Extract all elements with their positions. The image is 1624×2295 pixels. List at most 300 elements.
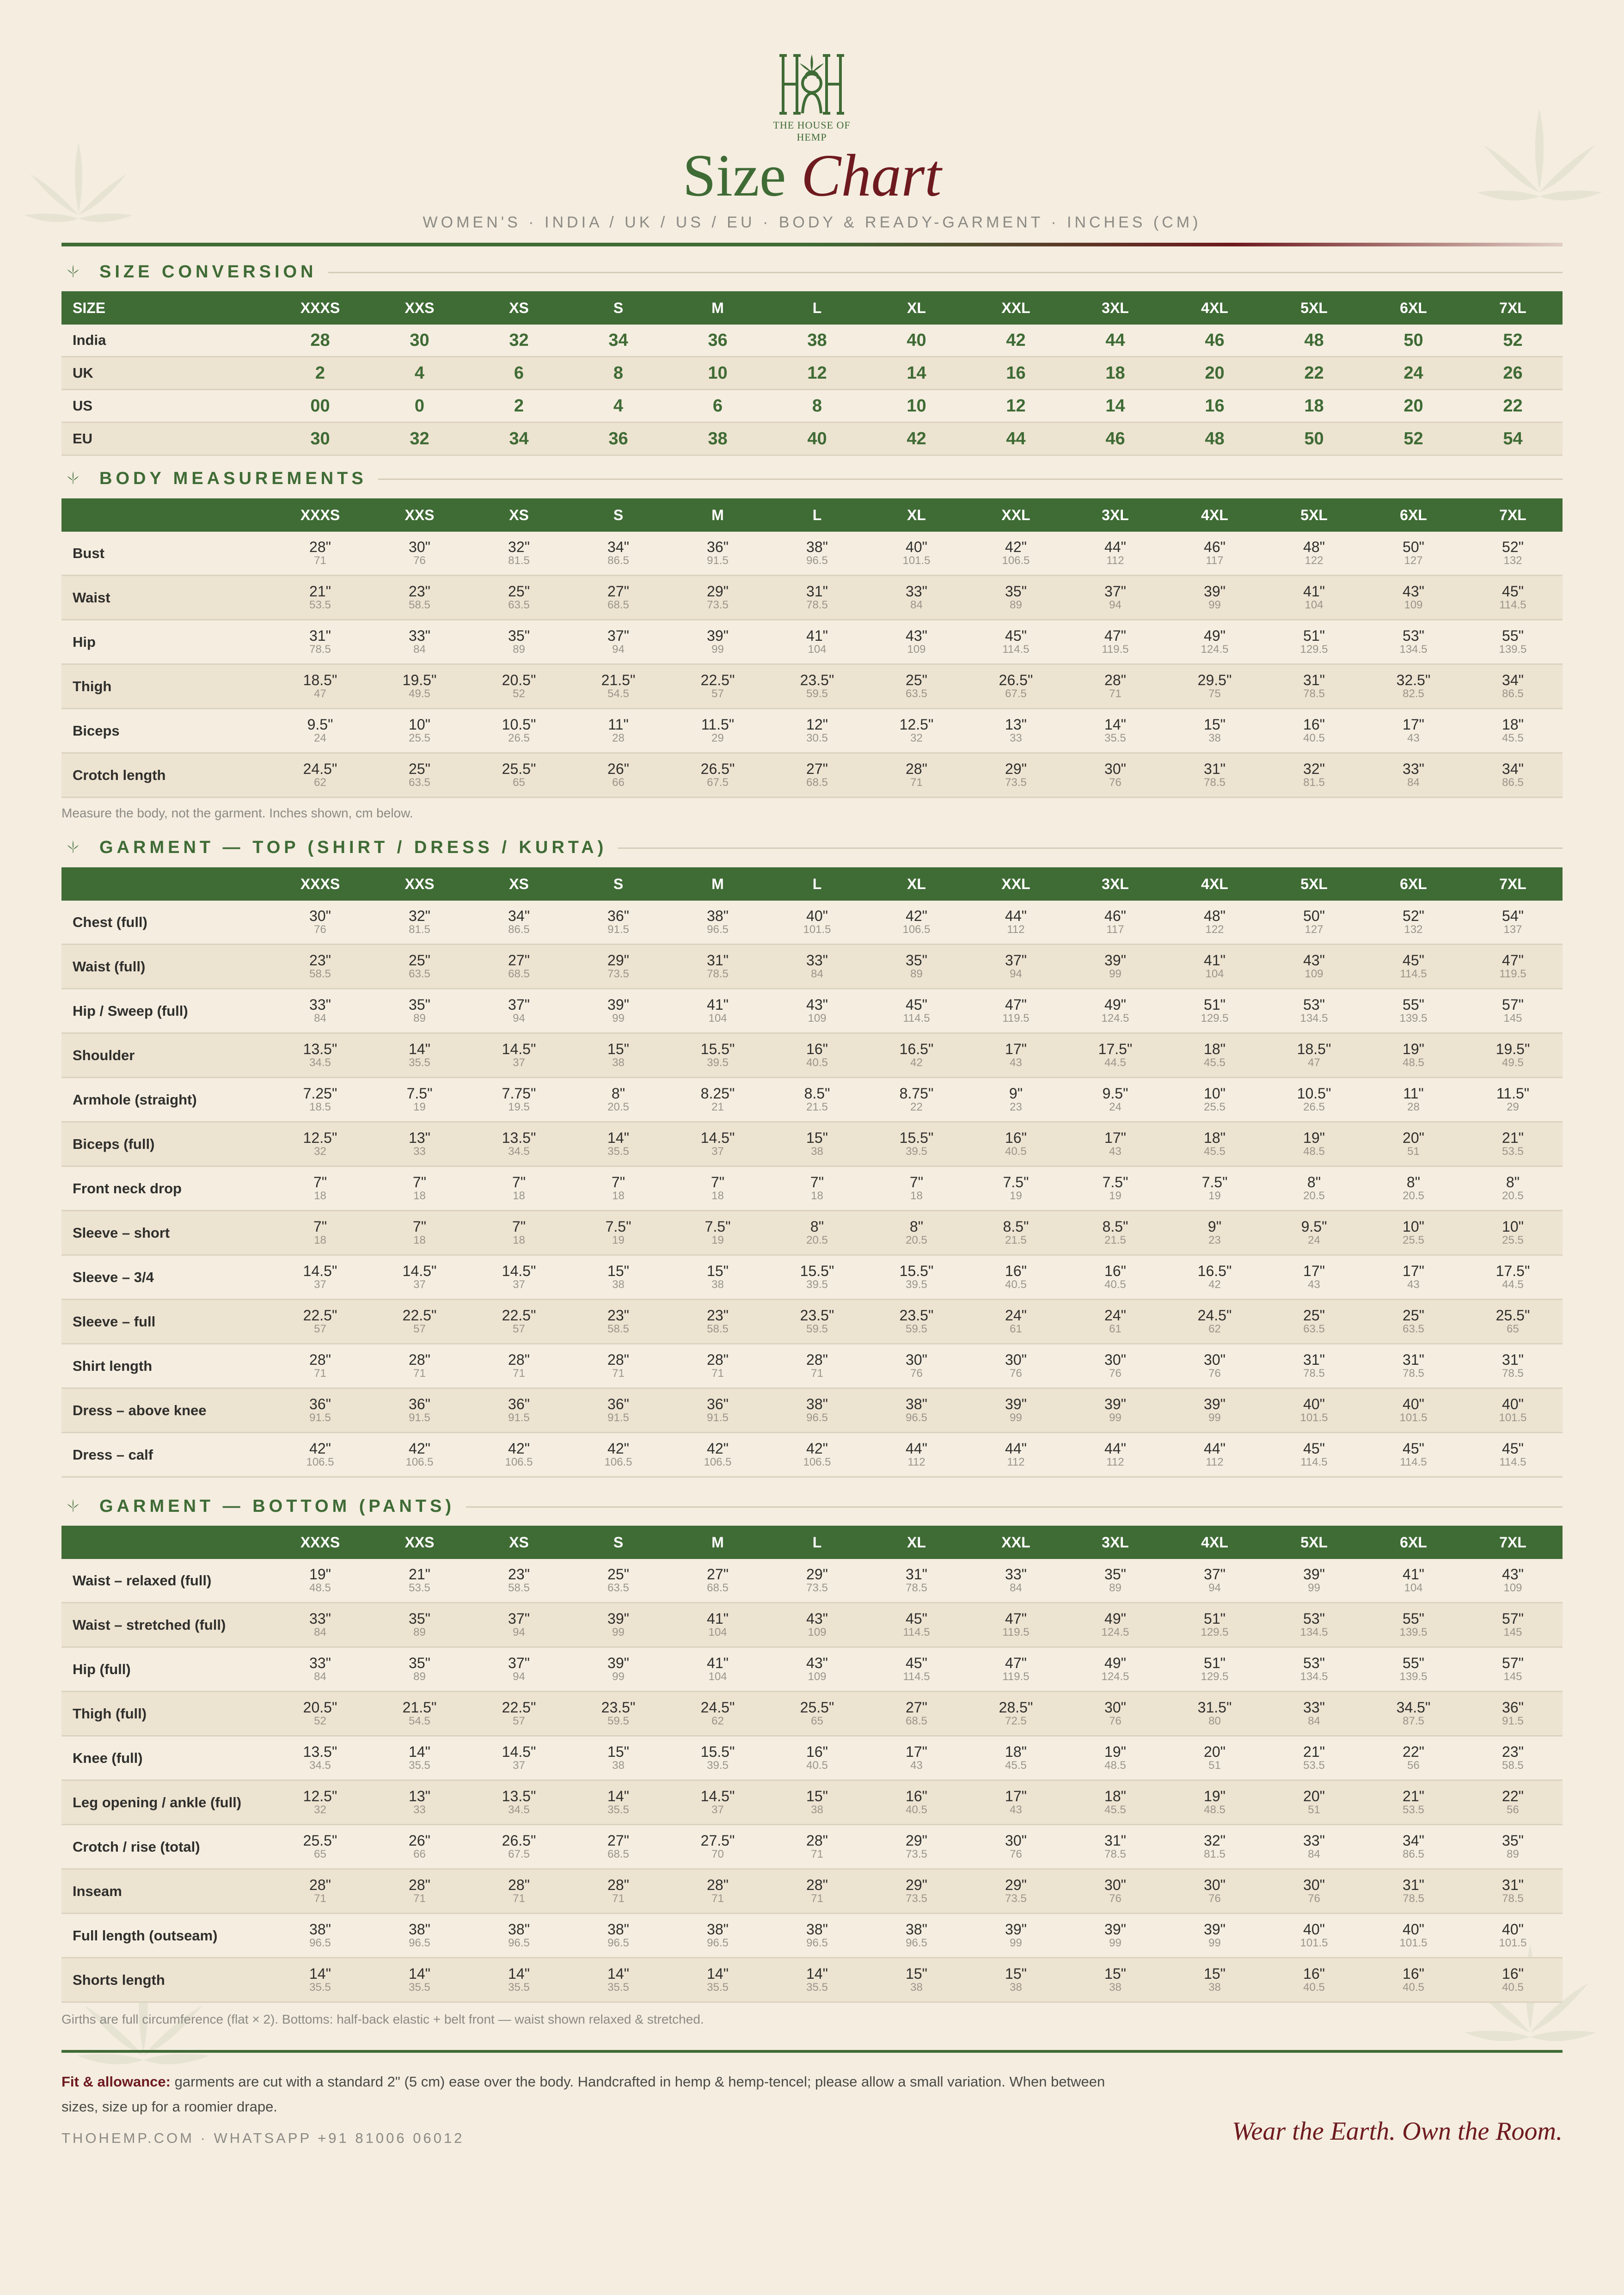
value-cm: 19 [1208, 1189, 1221, 1202]
value-cm: 40.5 [1502, 1981, 1524, 1994]
value-cm: 99 [1010, 1411, 1022, 1424]
value-inches: 14.5" [700, 1129, 735, 1146]
table-cell [1165, 1211, 1264, 1255]
value-cm: 40.5 [1403, 1981, 1424, 1994]
table-cell [867, 1869, 966, 1914]
table-cell: 2 [270, 357, 370, 390]
value-inches: 14.5" [502, 1262, 536, 1279]
value-cm: 112 [1007, 923, 1025, 936]
value-cm: 78.5 [806, 598, 828, 611]
value-inches: 28" [409, 1876, 430, 1893]
table-cell: 34 [469, 423, 569, 455]
table-cell [1165, 1559, 1264, 1603]
value-inches: 34" [607, 538, 629, 555]
table-cell [867, 709, 966, 753]
value-cm: 124.5 [1101, 1626, 1129, 1638]
value-cm: 99 [1109, 1411, 1121, 1424]
value-inches: 19" [309, 1565, 331, 1583]
value-inches: 26.5" [502, 1832, 536, 1849]
table-row [61, 1255, 1563, 1300]
value-inches: 43" [1502, 1565, 1524, 1583]
table-cell [1364, 709, 1463, 753]
value-cm: 70 [711, 1847, 724, 1860]
value-inches: 28" [806, 1351, 828, 1368]
table-cell [767, 1780, 867, 1825]
garment-bottom-table [61, 1526, 1563, 2003]
value-inches: 16" [1303, 1965, 1325, 1982]
value-cm: 104 [708, 1670, 727, 1683]
value-cm: 106.5 [803, 1455, 831, 1468]
table-cell [569, 989, 668, 1033]
value-inches: 35" [409, 996, 430, 1013]
value-inches: 34" [1502, 671, 1524, 688]
value-cm: 59.5 [806, 1322, 828, 1335]
value-cm: 101.5 [1399, 1936, 1428, 1949]
value-cm: 58.5 [508, 1581, 530, 1594]
table-cell [270, 1344, 370, 1388]
table-cell [469, 532, 569, 576]
table-row [61, 1869, 1563, 1914]
table-cell [867, 1603, 966, 1647]
table-cell [1264, 532, 1364, 576]
table-cell [1165, 1122, 1264, 1166]
value-cm: 96.5 [309, 1936, 331, 1949]
table-cell [469, 1603, 569, 1647]
value-inches: 37" [607, 627, 629, 644]
value-cm: 109 [808, 1012, 827, 1025]
value-cm: 89 [1109, 1581, 1121, 1594]
table-cell [270, 1780, 370, 1825]
table-cell [1066, 1692, 1165, 1736]
table-cell [1463, 1869, 1563, 1914]
table-cell [867, 1300, 966, 1344]
value-cm: 34.5 [309, 1759, 331, 1772]
value-cm: 71 [612, 1367, 625, 1380]
table-cell [1066, 1033, 1165, 1078]
value-inches: 44" [1104, 538, 1126, 555]
fit-allowance-text: garments are cut with a standard 2" (5 cm) ease over the body. Handcrafted in hemp & hemp-tencel; please allow a small variation. When between sizes, size up for a roomier drape. [61, 2074, 1105, 2115]
table-cell [1165, 709, 1264, 753]
value-cm: 71 [910, 776, 923, 789]
column-header-size: S [569, 498, 668, 532]
value-inches: 25.5" [1495, 1307, 1530, 1324]
value-cm: 68.5 [508, 967, 530, 980]
value-cm: 19 [1109, 1189, 1121, 1202]
value-inches: 14" [607, 1965, 629, 1982]
value-inches: 30" [409, 538, 430, 555]
value-cm: 71 [811, 1847, 823, 1860]
value-inches: 24.5" [1197, 1307, 1232, 1324]
table-cell [1463, 1433, 1563, 1477]
table-row [61, 1647, 1563, 1692]
table-cell [1066, 664, 1165, 709]
table-cell [1066, 1078, 1165, 1122]
column-header-size: 6XL [1364, 498, 1463, 532]
table-cell [469, 1869, 569, 1914]
table-cell [1463, 1033, 1563, 1078]
table-row [61, 1388, 1563, 1433]
table-cell [767, 576, 867, 620]
value-inches: 39" [1005, 1921, 1027, 1938]
value-inches: 8" [1506, 1173, 1520, 1190]
value-inches: 25" [1303, 1307, 1325, 1324]
value-inches: 35" [508, 627, 530, 644]
value-inches: 34" [508, 907, 530, 924]
value-inches: 45" [1005, 627, 1027, 644]
value-cm: 114.5 [903, 1670, 930, 1683]
table-cell [370, 1603, 469, 1647]
value-cm: 101.5 [1300, 1411, 1328, 1424]
table-cell [1165, 1433, 1264, 1477]
value-cm: 29 [1507, 1100, 1519, 1113]
value-inches: 8.75" [899, 1085, 934, 1102]
value-cm: 53.5 [409, 1581, 430, 1594]
value-inches: 12.5" [899, 716, 934, 733]
table-row [61, 532, 1563, 576]
value-cm: 134.5 [1399, 643, 1428, 656]
value-cm: 78.5 [906, 1581, 927, 1594]
value-cm: 38 [811, 1803, 823, 1816]
table-cell [1264, 1211, 1364, 1255]
value-inches: 25" [1403, 1307, 1424, 1324]
value-inches: 41" [707, 996, 729, 1013]
value-inches: 34" [1502, 760, 1524, 777]
value-inches: 43" [906, 627, 927, 644]
value-cm: 66 [612, 776, 625, 789]
value-cm: 134.5 [1300, 1670, 1328, 1683]
value-cm: 43 [910, 1759, 923, 1772]
value-cm: 84 [314, 1670, 326, 1683]
value-inches: 29" [806, 1565, 828, 1583]
value-inches: 35" [409, 1654, 430, 1671]
value-cm: 86.5 [1502, 776, 1524, 789]
table-cell [270, 532, 370, 576]
table-cell [867, 532, 966, 576]
value-inches: 47" [1502, 951, 1524, 969]
table-cell [668, 753, 767, 798]
value-cm: 78.5 [1502, 1892, 1524, 1905]
value-cm: 18 [910, 1189, 923, 1202]
value-cm: 42 [1208, 1278, 1221, 1291]
value-cm: 96.5 [607, 1936, 629, 1949]
value-cm: 73.5 [707, 598, 729, 611]
value-inches: 27" [508, 951, 530, 969]
value-inches: 16" [1303, 716, 1325, 733]
value-cm: 48.5 [309, 1581, 331, 1594]
value-cm: 35.5 [607, 1145, 629, 1158]
value-inches: 11.5" [1496, 1085, 1530, 1102]
table-header-row [61, 498, 1563, 532]
value-cm: 96.5 [806, 1936, 828, 1949]
value-cm: 24 [1308, 1233, 1320, 1246]
value-cm: 63.5 [508, 598, 530, 611]
value-inches: 15" [1005, 1965, 1027, 1982]
table-cell [1066, 1211, 1165, 1255]
value-inches: 7" [313, 1218, 327, 1235]
value-inches: 33" [1303, 1699, 1325, 1716]
row-label: Bust [61, 532, 270, 576]
table-cell [1165, 1869, 1264, 1914]
value-inches: 16" [1005, 1129, 1027, 1146]
table-cell: 50 [1364, 325, 1463, 357]
value-cm: 19 [1010, 1189, 1022, 1202]
value-inches: 29" [906, 1876, 927, 1893]
value-cm: 73.5 [906, 1892, 927, 1905]
value-cm: 84 [1010, 1581, 1022, 1594]
value-inches: 23" [607, 1307, 629, 1324]
value-cm: 65 [513, 776, 525, 789]
value-inches: 10" [1502, 1218, 1524, 1235]
value-cm: 38 [811, 1145, 823, 1158]
table-cell [1066, 1388, 1165, 1433]
table-cell [1165, 1300, 1264, 1344]
value-cm: 28 [612, 731, 625, 744]
value-inches: 53" [1303, 996, 1325, 1013]
table-cell [1165, 1603, 1264, 1647]
value-cm: 40.5 [806, 1056, 828, 1069]
column-header-size [61, 498, 270, 532]
value-inches: 7" [412, 1173, 427, 1190]
table-cell [270, 1033, 370, 1078]
value-inches: 19.5" [402, 671, 437, 688]
brand-logo-text: THE HOUSE OF HEMP [773, 119, 851, 143]
value-cm: 80 [1208, 1714, 1221, 1727]
section-title: SIZE CONVERSION [99, 262, 328, 282]
value-inches: 24" [1104, 1307, 1126, 1324]
row-label: India [61, 325, 270, 357]
title-word-size: Size [682, 142, 786, 209]
table-cell [1364, 1122, 1463, 1166]
value-inches: 15" [1204, 1965, 1226, 1982]
table-cell [370, 1300, 469, 1344]
value-inches: 21" [1502, 1129, 1524, 1146]
table-cell: 26 [1463, 357, 1563, 390]
value-inches: 31" [1403, 1876, 1424, 1893]
value-cm: 57 [413, 1322, 426, 1335]
table-cell [569, 1300, 668, 1344]
column-header-size: XS [469, 867, 569, 901]
section-title: GARMENT — BOTTOM (PANTS) [99, 1497, 466, 1516]
value-cm: 18 [612, 1189, 625, 1202]
table-cell [1066, 945, 1165, 989]
table-cell [1463, 901, 1563, 945]
table-cell [469, 1122, 569, 1166]
value-cm: 73.5 [806, 1581, 828, 1594]
value-inches: 9.5" [307, 716, 333, 733]
table-cell [966, 1958, 1066, 2002]
value-cm: 96.5 [409, 1936, 430, 1949]
column-header-size: 3XL [1066, 867, 1165, 901]
value-cm: 34.5 [309, 1056, 331, 1069]
table-cell [867, 1914, 966, 1958]
table-cell [469, 1692, 569, 1736]
value-cm: 76 [1109, 1892, 1121, 1905]
table-cell [767, 620, 867, 664]
value-inches: 48" [1204, 907, 1226, 924]
value-inches: 13.5" [303, 1743, 337, 1760]
value-inches: 33" [309, 1654, 331, 1671]
value-cm: 26.5 [1303, 1100, 1325, 1113]
value-inches: 13.5" [502, 1129, 536, 1146]
value-inches: 28" [707, 1351, 729, 1368]
value-inches: 35" [409, 1610, 430, 1627]
table-cell [1463, 1255, 1563, 1300]
value-cm: 72.5 [1005, 1714, 1027, 1727]
value-inches: 12.5" [303, 1129, 337, 1146]
value-inches: 25" [409, 951, 430, 969]
column-header-size: 3XL [1066, 1526, 1165, 1559]
value-inches: 23" [508, 1565, 530, 1583]
value-cm: 58.5 [1502, 1759, 1524, 1772]
table-cell [569, 576, 668, 620]
table-cell: 52 [1364, 423, 1463, 455]
value-inches: 23.5" [800, 1307, 834, 1324]
table-cell [1066, 532, 1165, 576]
value-cm: 114.5 [1499, 598, 1526, 611]
table-cell [668, 1211, 767, 1255]
row-label: Sleeve – full [61, 1300, 270, 1344]
value-inches: 12.5" [303, 1787, 337, 1804]
value-cm: 24 [1109, 1100, 1121, 1113]
table-row [61, 1211, 1563, 1255]
value-cm: 99 [612, 1626, 625, 1638]
value-cm: 91.5 [707, 1411, 729, 1424]
value-inches: 29" [607, 951, 629, 969]
table-cell: 8 [569, 357, 668, 390]
value-inches: 38" [409, 1921, 430, 1938]
value-cm: 66 [413, 1847, 426, 1860]
value-cm: 56 [1507, 1803, 1519, 1816]
value-cm: 84 [314, 1626, 326, 1638]
table-cell [966, 1869, 1066, 1914]
value-cm: 67.5 [508, 1847, 530, 1860]
table-cell: 48 [1264, 325, 1364, 357]
table-cell [370, 1958, 469, 2002]
value-cm: 106.5 [505, 1455, 533, 1468]
column-header-size: 6XL [1364, 867, 1463, 901]
value-inches: 7" [810, 1173, 824, 1190]
value-cm: 37 [513, 1278, 525, 1291]
table-cell: 12 [966, 390, 1066, 423]
value-cm: 122 [1305, 554, 1324, 567]
table-cell [370, 620, 469, 664]
value-inches: 9" [1009, 1085, 1023, 1102]
value-inches: 48" [1303, 538, 1325, 555]
table-cell [370, 709, 469, 753]
table-cell [1463, 1647, 1563, 1692]
value-cm: 71 [811, 1367, 823, 1380]
table-cell [469, 1033, 569, 1078]
table-row [61, 1433, 1563, 1477]
value-inches: 39" [607, 1610, 629, 1627]
value-cm: 38 [612, 1759, 625, 1772]
table-cell [1264, 1780, 1364, 1825]
value-cm: 139.5 [1399, 1670, 1428, 1683]
table-cell [966, 1825, 1066, 1869]
value-inches: 17.5" [1098, 1040, 1133, 1057]
value-inches: 22.5" [502, 1699, 536, 1716]
table-cell: 32 [370, 423, 469, 455]
value-cm: 37 [513, 1759, 525, 1772]
table-cell: 16 [966, 357, 1066, 390]
table-cell [767, 1647, 867, 1692]
value-inches: 55" [1403, 996, 1424, 1013]
table-cell [469, 989, 569, 1033]
section-heading-bottom [61, 1495, 1563, 1518]
table-row [61, 1122, 1563, 1166]
value-cm: 37 [711, 1145, 724, 1158]
table-cell [966, 1603, 1066, 1647]
column-header-size [61, 867, 270, 901]
table-cell [1264, 1255, 1364, 1300]
table-cell [370, 989, 469, 1033]
value-cm: 119.5 [1002, 1670, 1030, 1683]
table-cell [1463, 532, 1563, 576]
value-inches: 22" [1403, 1743, 1424, 1760]
value-cm: 53.5 [1403, 1803, 1424, 1816]
table-cell [270, 620, 370, 664]
value-cm: 43 [1010, 1056, 1022, 1069]
table-cell [469, 1211, 569, 1255]
value-inches: 14" [409, 1965, 430, 1982]
value-inches: 14" [806, 1965, 828, 1982]
value-cm: 40.5 [1303, 731, 1325, 744]
table-cell [867, 1255, 966, 1300]
value-cm: 112 [907, 1455, 925, 1468]
table-cell [1463, 664, 1563, 709]
table-cell [966, 664, 1066, 709]
value-cm: 61 [1109, 1322, 1121, 1335]
table-cell [270, 989, 370, 1033]
table-cell [966, 1736, 1066, 1780]
row-label: Chest (full) [61, 901, 270, 945]
table-cell [370, 1344, 469, 1388]
value-inches: 45" [906, 1610, 927, 1627]
value-inches: 27.5" [700, 1832, 735, 1849]
table-cell [1463, 620, 1563, 664]
table-cell [270, 1736, 370, 1780]
value-cm: 78.5 [1403, 1367, 1424, 1380]
table-cell [270, 1603, 370, 1647]
value-cm: 34.5 [508, 1145, 530, 1158]
row-label: Crotch / rise (total) [61, 1825, 270, 1869]
value-inches: 38" [607, 1921, 629, 1938]
body-note: Measure the body, not the garment. Inches shown, cm below. [61, 806, 413, 820]
row-label: Crotch length [61, 753, 270, 798]
table-cell [767, 532, 867, 576]
value-inches: 33" [1303, 1832, 1325, 1849]
value-cm: 117 [1206, 554, 1224, 567]
row-label: Shirt length [61, 1344, 270, 1388]
table-cell [1165, 1344, 1264, 1388]
value-inches: 51" [1303, 627, 1325, 644]
value-inches: 45" [1303, 1440, 1325, 1457]
value-cm: 19.5 [508, 1100, 530, 1113]
table-cell: 28 [270, 325, 370, 357]
value-inches: 33" [309, 1610, 331, 1627]
value-inches: 8" [611, 1085, 625, 1102]
value-inches: 24" [1005, 1307, 1027, 1324]
value-cm: 40.5 [1104, 1278, 1126, 1291]
value-cm: 32 [910, 731, 923, 744]
value-cm: 106.5 [405, 1455, 434, 1468]
value-inches: 13.5" [502, 1787, 536, 1804]
value-cm: 145 [1503, 1670, 1522, 1683]
value-cm: 25.5 [1403, 1233, 1424, 1246]
value-cm: 53.5 [1303, 1759, 1325, 1772]
table-cell [668, 901, 767, 945]
value-inches: 49" [1104, 1654, 1126, 1671]
